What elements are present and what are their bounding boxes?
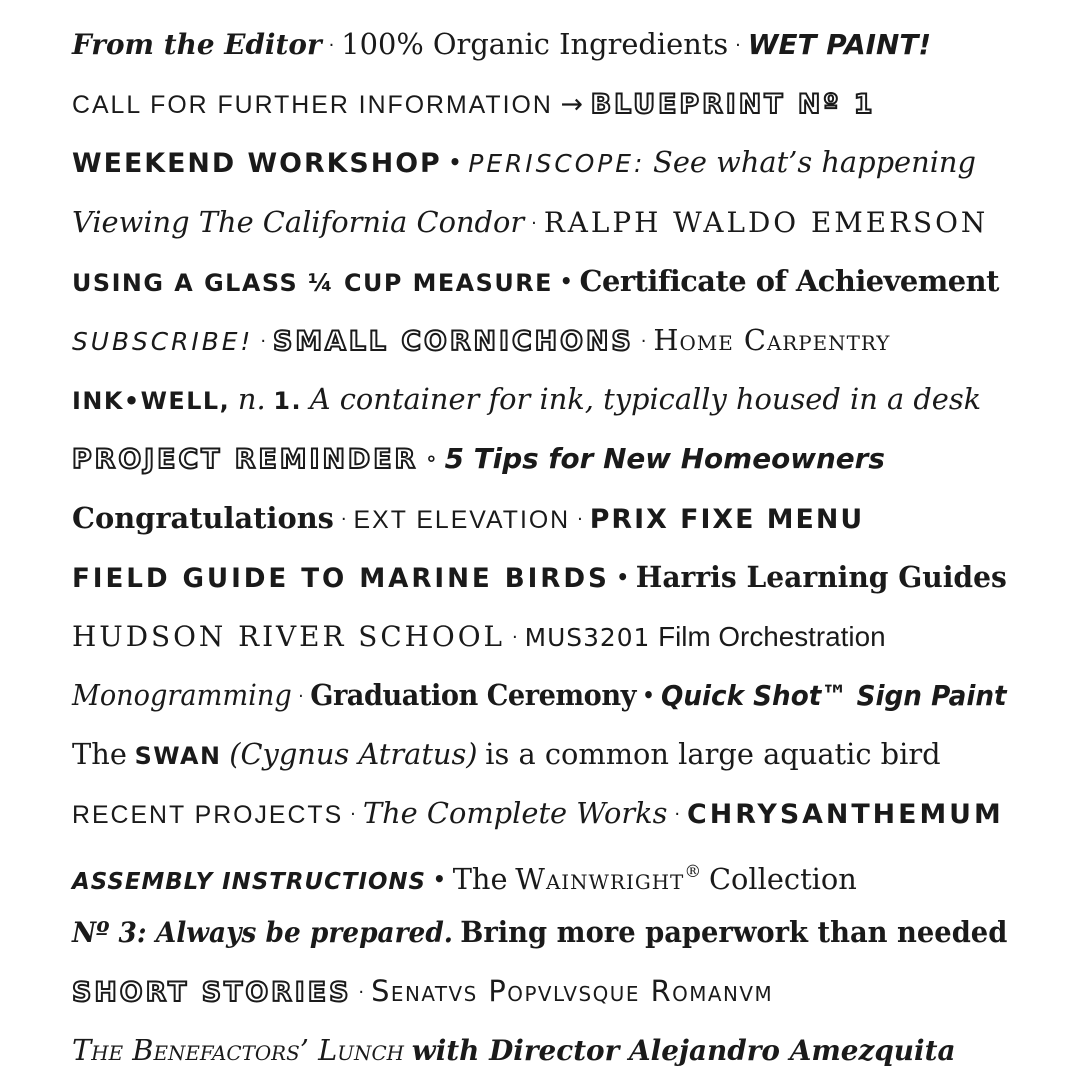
project-reminder-text: PROJECT REMINDER (72, 444, 419, 476)
prix-fixe-menu-text: PRIX FIXE MENU (589, 503, 865, 535)
swan-text: SWAN (134, 742, 222, 771)
field-guide-text: FIELD GUIDE TO MARINE BIRDS (72, 562, 610, 594)
spqr-text: Senatvs Popvlvsque Romanvm (371, 974, 774, 1008)
course-code-text: MUS3201 (524, 622, 651, 652)
always-prepared-text: Nº 3: Always be prepared. (72, 915, 453, 949)
specimen-line-9 (72, 488, 1007, 547)
short-stories-text: SHORT STORIES (72, 977, 352, 1008)
specimen-line-16 (72, 902, 1008, 961)
specimen-line-13 (72, 724, 1007, 783)
periscope-text: PERISCOPE: (468, 149, 646, 179)
specimen-line-17 (72, 961, 1007, 1020)
separator-dot: · (328, 35, 335, 56)
small-cornichons-text: SMALL CORNICHONS (273, 325, 634, 357)
specimen-line-18 (72, 1020, 1007, 1079)
ext-elevation-text: EXT ELEVATION (353, 505, 571, 534)
separator-dot: · (260, 330, 267, 352)
hudson-river-school-text: HUDSON RIVER SCHOOL (72, 619, 506, 653)
separator-dot: · (531, 212, 537, 234)
separator-bullet: • (616, 564, 629, 589)
subscribe-text: SUBSCRIBE! (72, 326, 254, 356)
separator-dot: · (340, 508, 347, 530)
separator-dot: · (358, 982, 365, 1003)
aquatic-bird-text: is a common large aquatic bird (485, 737, 941, 772)
definition-text: A container for ink, typically housed in a desk (309, 382, 982, 417)
from-the-editor-text: From the Editor (72, 28, 322, 61)
specimen-line-8 (72, 428, 1007, 487)
blueprint-text: BLUEPRINT Nº 1 (590, 89, 876, 121)
the-text: The (452, 861, 508, 896)
type-specimen (72, 14, 1012, 1079)
collection-text: Collection (708, 861, 857, 896)
definition-number-text: 1. (273, 387, 303, 416)
separator-ring: ∘ (425, 446, 438, 471)
homeowner-tips-text: 5 Tips for New Homeowners (444, 442, 885, 476)
director-text: with Director Alejandro Amezquita (411, 1034, 956, 1068)
film-orchestration-text: Film Orchestration (658, 620, 886, 652)
separator-bullet: • (559, 268, 573, 293)
weekend-workshop-text: WEEKEND WORKSHOP (72, 148, 442, 180)
recent-projects-text: RECENT PROJECTS (72, 801, 344, 830)
arrow-right-icon: → (560, 89, 583, 121)
congratulations-text: Congratulations (72, 500, 334, 535)
glass-cup-measure-text: USING A GLASS ¼ CUP MEASURE (72, 268, 553, 297)
separator-dot: · (577, 508, 583, 530)
specimen-line-2 (72, 73, 1007, 132)
separator-dot: · (674, 804, 681, 826)
see-whats-happening-text: See what’s happening (653, 145, 976, 180)
certificate-text: Certificate of Achievement (579, 263, 999, 298)
specimen-line-7 (72, 369, 1007, 428)
ink-well-text: INK•WELL, (72, 387, 231, 416)
assembly-instructions-text: ASSEMBLY INSTRUCTIONS (72, 868, 427, 895)
cygnus-atratus-text: (Cygnus Atratus) (229, 737, 478, 772)
wainwright-text: Wainwright (515, 861, 685, 896)
specimen-line-10 (72, 547, 1007, 606)
california-condor-text: Viewing The California Condor (72, 204, 525, 239)
separator-dot: · (350, 804, 356, 826)
registered-mark: ® (684, 861, 702, 882)
the-text: The (72, 737, 127, 772)
separator-bullet: • (642, 683, 655, 708)
specimen-line-14 (72, 783, 1007, 842)
benefactors-lunch-text: The Benefactors’ Lunch (72, 1033, 405, 1068)
specimen-line-12 (72, 665, 1007, 724)
organic-ingredients-text: 100% Organic Ingredients (341, 27, 729, 61)
specimen-line-3 (72, 132, 1007, 191)
separator-dot: · (511, 626, 518, 648)
wet-paint-text: WET PAINT! (747, 28, 932, 61)
bring-paperwork-text: Bring more paperwork than needed (460, 914, 1008, 949)
specimen-line-15 (72, 843, 1007, 902)
separator-dot: · (298, 686, 304, 708)
specimen-line-11 (72, 606, 1007, 665)
chrysanthemum-text: CHRYSANTHEMUM (687, 799, 1004, 831)
home-carpentry-text: Home Carpentry (653, 322, 891, 357)
call-for-info-text: CALL FOR FURTHER INFORMATION (72, 91, 553, 120)
harris-learning-text: Harris Learning Guides (635, 559, 1007, 594)
separator-dot: · (640, 330, 647, 352)
separator-bullet: • (432, 866, 446, 891)
specimen-line-5 (72, 251, 1007, 310)
quick-shot-text: Quick Shot™ Sign Paint (661, 679, 1007, 713)
separator-dot: · (735, 35, 741, 56)
ralph-waldo-emerson-text: RALPH WALDO EMERSON (543, 205, 989, 239)
separator-bullet: • (448, 150, 462, 175)
noun-abbrev-text: n. (237, 382, 266, 417)
monogramming-text: Monogramming (72, 678, 292, 713)
specimen-line-1 (72, 14, 1007, 73)
complete-works-text: The Complete Works (362, 796, 668, 831)
specimen-line-4 (72, 192, 1007, 251)
specimen-line-6 (72, 310, 1007, 369)
graduation-ceremony-text: Graduation Ceremony (310, 678, 636, 713)
